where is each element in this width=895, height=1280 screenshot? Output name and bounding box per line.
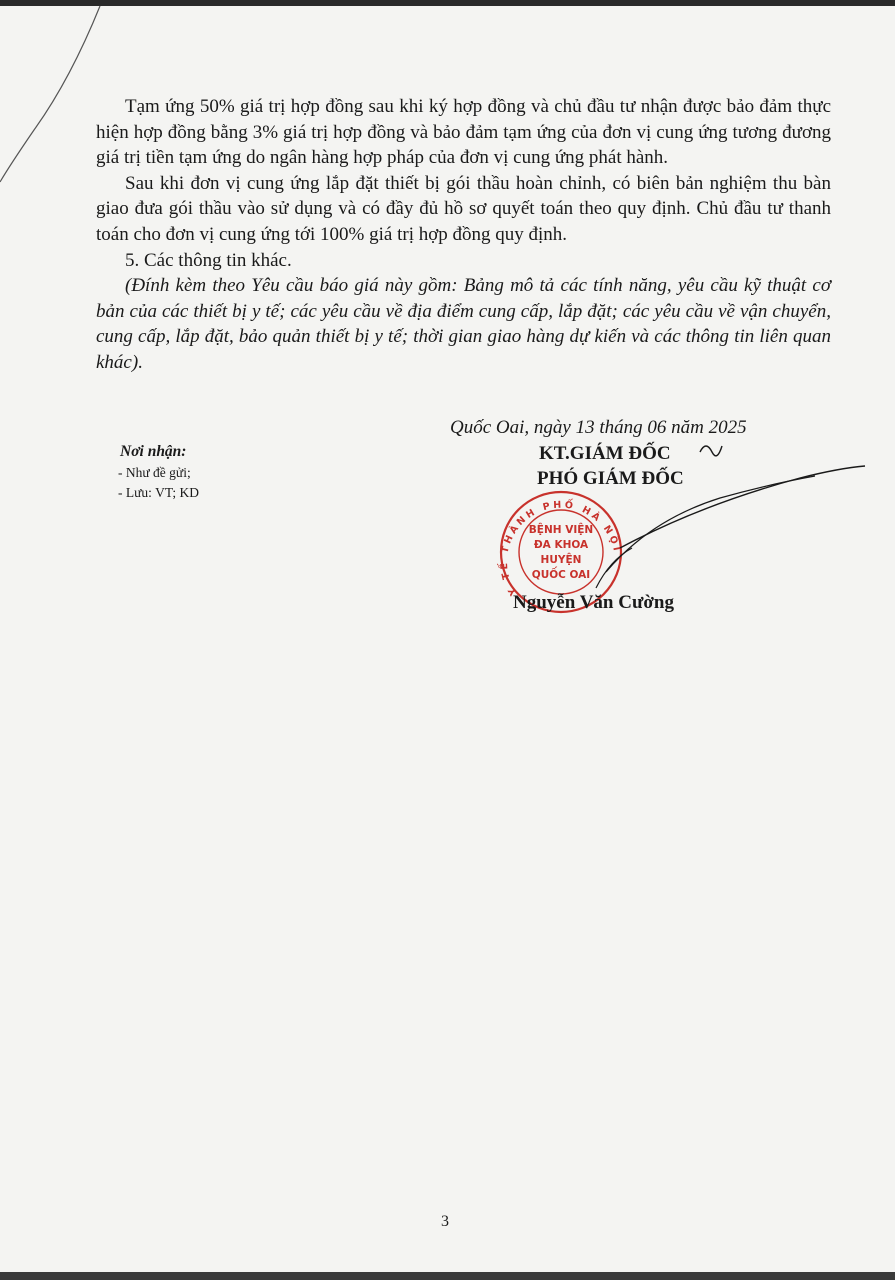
stamp-line: QUỐC OAI — [531, 569, 591, 581]
recipients-title: Nơi nhận: — [120, 443, 187, 460]
signer-title-primary: KT.GIÁM ĐỐC — [539, 443, 671, 464]
stamp-line: HUYỆN — [540, 554, 582, 566]
recipient-item: - Lưu: VT; KD — [118, 485, 199, 500]
signer-name: Nguyễn Văn Cường — [513, 592, 674, 613]
stamp-outer-text: Y TẾ THÀNH PHỐ HÀ NỘI — [498, 499, 623, 598]
section-5-heading: 5. Các thông tin khác. — [125, 249, 292, 271]
date-place-line: Quốc Oai, ngày 13 tháng 06 năm 2025 — [450, 417, 747, 438]
recipient-item: - Như đề gửi; — [118, 465, 191, 480]
signer-title-secondary: PHÓ GIÁM ĐỐC — [537, 468, 684, 489]
document-body — [96, 94, 831, 376]
page-number: 3 — [441, 1213, 449, 1230]
stamp-line: ĐA KHOA — [533, 539, 589, 551]
attachment-note: (Đính kèm theo Yêu cầu báo giá này gồm: Bảng mô tả các tính năng, yêu cầu kỹ thuật cơ bản của các thiết bị y tế; các yêu cầu về địa điểm cung cấp, lắp đặt; các yêu cầu về vận chuyển, cung cấp, lắp đặt, bảo quản thiết bị y tế; thời gian giao hàng dự kiến và các thông tin liên quan khác). — [96, 275, 831, 373]
final-payment-paragraph: Sau khi đơn vị cung ứng lắp đặt thiết bị gói thầu hoàn chỉnh, có biên bản nghiệm thu bàn giao đưa gói thầu vào sử dụng và có đầy đủ hồ sơ quyết toán theo quy định. Chủ đầu tư thanh toán cho đơn vị cung ứng tới 100% giá trị hợp đồng quy định. — [96, 172, 831, 245]
stamp-line: BỆNH VIỆN — [528, 524, 594, 536]
advance-payment-paragraph: Tạm ứng 50% giá trị hợp đồng sau khi ký hợp đồng và chủ đầu tư nhận được bảo đảm thực hiện hợp đồng bằng 3% giá trị hợp đồng và bảo đảm tạm ứng của đơn vị cung ứng tương đương giá trị tiền tạm ứng do ngân hàng hợp pháp của đơn vị cung ứng phát hành. — [96, 96, 831, 169]
scan-bottom-edge — [0, 1272, 895, 1280]
